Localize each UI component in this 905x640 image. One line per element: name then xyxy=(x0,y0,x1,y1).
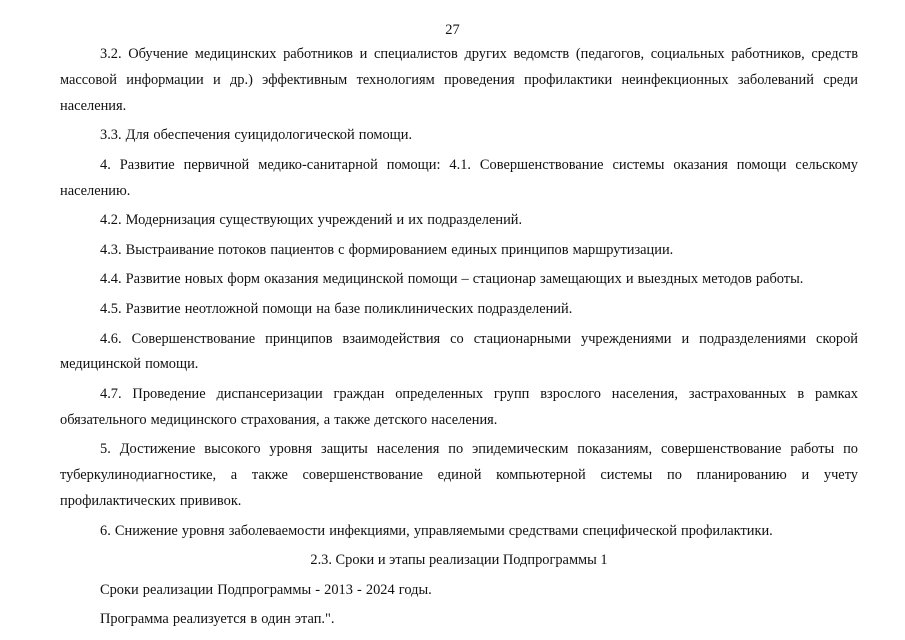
paragraph-4-6: 4.6. Совершенствование принципов взаимодействия со стационарными учреждениями и подразделениями скорой медицинской помощи. xyxy=(60,330,858,373)
paragraph-5: 5. Достижение высокого уровня защиты населения по эпидемическим показаниям, совершенствование работы по туберкулинодиагностике, а также совершенствование единой компьютерной системы по планированию и учету профилактических прививок. xyxy=(60,441,858,509)
paragraph-6: 6. Снижение уровня заболеваемости инфекциями, управляемыми средствами специфической профилактики. xyxy=(100,522,773,539)
paragraph-3-3: 3.3. Для обеспечения суицидологической помощи. xyxy=(100,127,413,144)
paragraph-4-2: 4.2. Модернизация существующих учреждений и их подразделений. xyxy=(100,212,523,229)
paragraph-3-2: 3.2. Обучение медицинских работников и специалистов других ведомств (педагогов, социальных работников, средств массовой информации и др.) эффективным технологиям проведения профилактики неинфекционных заболеваний среди населения. xyxy=(60,46,858,114)
paragraph-stages: Программа реализуется в один этап.". xyxy=(100,611,335,628)
document-body xyxy=(60,42,858,637)
section-heading: 2.3. Сроки и этапы реализации Подпрограммы 1 xyxy=(310,552,608,569)
page-number: 27 xyxy=(445,22,460,38)
paragraph-4: 4. Развитие первичной медико-санитарной помощи: 4.1. Совершенствование системы оказания помощи сельскому населению. xyxy=(60,156,858,199)
paragraph-4-5: 4.5. Развитие неотложной помощи на базе поликлинических подразделений. xyxy=(100,300,573,317)
paragraph-4-7: 4.7. Проведение диспансеризации граждан определенных групп взрослого населения, застрахованных в рамках обязательного медицинского страхования, а также детского населения. xyxy=(60,385,858,428)
paragraph-4-4: 4.4. Развитие новых форм оказания медицинской помощи – стационар замещающих и выездных методов работы. xyxy=(100,271,804,288)
paragraph-4-3: 4.3. Выстраивание потоков пациентов с формированием единых принципов маршрутизации. xyxy=(100,241,674,258)
paragraph-timeline: Сроки реализации Подпрограммы - 2013 - 2024 годы. xyxy=(100,581,432,598)
